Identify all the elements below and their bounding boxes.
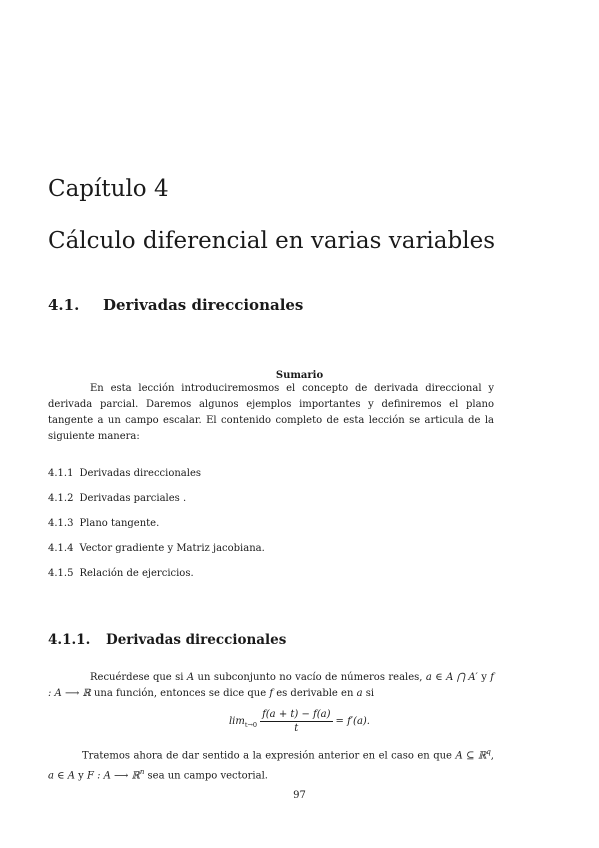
text-run: Recuérdese que si — [90, 672, 187, 683]
math-exponent: n — [139, 768, 145, 777]
summary-text: En esta lección introduciremosmos el concepto de derivada direccional y derivada parcial. Daremos algunos ejemplos importantes y definiremos el plano tangente a un campo escalar. El contenido completo de esta lección se articula de la siguiente manera: — [48, 383, 494, 442]
limit-operator: lim — [228, 716, 245, 727]
text-run: , — [490, 750, 494, 762]
equation-rhs: = f′(a). — [335, 716, 370, 727]
text-run: y — [477, 672, 491, 683]
limit-subscript: t→0 — [244, 721, 258, 729]
toc-item — [48, 568, 194, 579]
subsection-heading — [48, 632, 286, 648]
math-expression: f : A ⟶ ℝ — [48, 672, 494, 699]
toc-item — [48, 468, 201, 479]
toc-item — [48, 493, 186, 504]
difference-quotient — [260, 709, 332, 734]
math-symbol: f — [269, 688, 274, 699]
section-number: 4.1. — [48, 296, 80, 314]
text-run: sea un campo vectorial. — [144, 770, 268, 782]
subsection-title: Derivadas direccionales — [106, 632, 287, 648]
page-number: 97 — [293, 790, 306, 801]
text-run: es derivable en — [273, 688, 357, 699]
text-run: una función, entonces se dice que — [90, 688, 270, 699]
toc-item-label: Relación de ejercicios. — [79, 568, 194, 579]
math-expression: A ⊆ ℝ — [455, 750, 487, 762]
toc-item-label: Derivadas parciales . — [79, 493, 187, 504]
text-run: un subconjunto no vacío de números reales, — [194, 672, 426, 683]
subsection-number: 4.1.1. — [48, 632, 91, 648]
section-heading — [48, 296, 303, 314]
paragraph-derivative-definition — [48, 670, 494, 702]
toc-item-number: 4.1.4 — [48, 543, 74, 554]
toc-item-label: Plano tangente. — [79, 518, 160, 529]
fraction-numerator: f(a + t) − f(a) — [262, 709, 331, 720]
limit-equation — [0, 709, 599, 734]
toc-item-number: 4.1.2 — [48, 493, 74, 504]
text-run: Tratemos ahora de dar sentido a la expresión anterior en el caso en que — [82, 750, 456, 762]
math-exponent: q — [486, 748, 491, 756]
paragraph-vector-field — [48, 744, 494, 785]
math-expression: a ∈ A — [48, 770, 75, 782]
text-run: si — [362, 688, 375, 699]
fraction-denominator: t — [294, 723, 299, 734]
text-run: y — [74, 770, 87, 782]
chapter-label: Capítulo 4 — [48, 176, 169, 202]
section-title: Derivadas direccionales — [103, 296, 304, 314]
toc-item — [48, 518, 159, 529]
toc-item — [48, 543, 265, 554]
toc-item-number: 4.1.5 — [48, 568, 74, 579]
math-expression: F : A ⟶ ℝ — [86, 770, 140, 782]
toc-item-label: Vector gradiente y Matriz jacobiana. — [79, 543, 265, 554]
chapter-title: Cálculo diferencial en varias variables — [48, 228, 495, 254]
math-symbol: A — [186, 672, 195, 683]
toc-item-label: Derivadas direccionales — [79, 468, 202, 479]
summary-heading: Sumario — [275, 370, 324, 381]
toc-item-number: 4.1.1 — [48, 468, 74, 479]
toc-item-number: 4.1.3 — [48, 518, 74, 529]
math-symbol: a — [356, 688, 363, 699]
math-expression: a ∈ A ⋂ A′ — [425, 672, 478, 683]
